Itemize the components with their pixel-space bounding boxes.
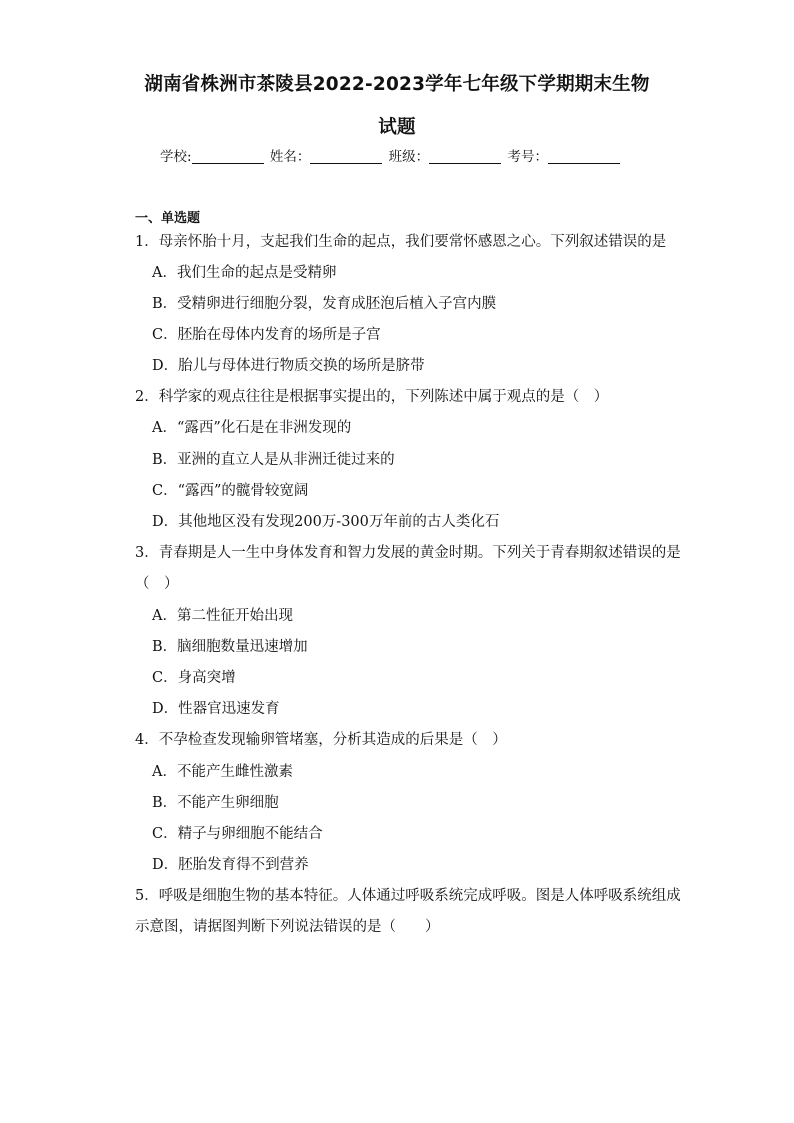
school-label: 学校: [160, 149, 192, 165]
class-label: 班级： [388, 149, 430, 165]
class-blank[interactable] [429, 149, 501, 164]
exam-number-label: 考号： [507, 149, 548, 165]
question-1-stem: 1．母亲怀胎十月，支起我们生命的起点，我们要常怀感恩之心。下列叙述错误的是 [135, 234, 667, 250]
question-4-option-b[interactable]: B．不能产生卵细胞 [152, 795, 279, 811]
question-1-option-a[interactable]: A．我们生命的起点是受精卵 [152, 265, 337, 281]
document-title-line-2: 试题 [378, 117, 416, 138]
question-1-option-d[interactable]: D．胎儿与母体进行物质交换的场所是脐带 [152, 358, 425, 374]
question-1-option-c[interactable]: C．胚胎在母体内发育的场所是子宫 [152, 327, 381, 343]
question-3-option-a[interactable]: A．第二性征开始出现 [152, 608, 293, 624]
question-2-stem: 2．科学家的观点往往是根据事实提出的，下列陈述中属于观点的是（ ） [135, 389, 609, 405]
question-2-option-b[interactable]: B．亚洲的直立人是从非洲迁徙过来的 [152, 452, 395, 468]
question-3-stem-line-1: 3．青春期是人一生中身体发育和智力发展的黄金时期。下列关于青春期叙述错误的是 [135, 545, 681, 561]
question-3-option-c[interactable]: C．身高突增 [152, 670, 236, 686]
section-heading: 一、单选题 [135, 211, 201, 226]
document-title-line-1: 湖南省株洲市茶陵县2022-2023学年七年级下学期期末生物 [144, 74, 650, 95]
question-2-option-c[interactable]: C．“露西”的髋骨较宽阔 [152, 483, 309, 499]
question-1-option-b[interactable]: B．受精卵进行细胞分裂，发育成胚泡后植入子宫内膜 [152, 296, 497, 312]
question-4-option-d[interactable]: D．胚胎发育得不到营养 [152, 857, 309, 873]
question-3-option-d[interactable]: D．性器官迅速发育 [152, 701, 280, 717]
question-3-option-b[interactable]: B．脑细胞数量迅速增加 [152, 639, 308, 655]
question-3-stem-line-2: （ ） [135, 576, 179, 592]
school-blank[interactable] [192, 149, 264, 164]
question-4-stem: 4．不孕检查发现输卵管堵塞，分析其造成的后果是（ ） [135, 732, 507, 748]
question-5-stem-line-1: 5．呼吸是细胞生物的基本特征。人体通过呼吸系统完成呼吸。图是人体呼吸系统组成 [135, 888, 681, 904]
name-label: 姓名： [269, 149, 311, 165]
question-4-option-a[interactable]: A．不能产生雌性激素 [152, 764, 293, 780]
exam-number-blank[interactable] [548, 149, 620, 164]
name-blank[interactable] [310, 149, 382, 164]
question-2-option-d[interactable]: D．其他地区没有发现200万-300万年前的古人类化石 [152, 514, 500, 530]
question-4-option-c[interactable]: C．精子与卵细胞不能结合 [152, 826, 323, 842]
question-2-option-a[interactable]: A．“露西”化石是在非洲发现的 [152, 420, 352, 436]
question-5-stem-line-2: 示意图，请据图判断下列说法错误的是（ ） [135, 919, 440, 935]
student-info-row [160, 145, 640, 165]
